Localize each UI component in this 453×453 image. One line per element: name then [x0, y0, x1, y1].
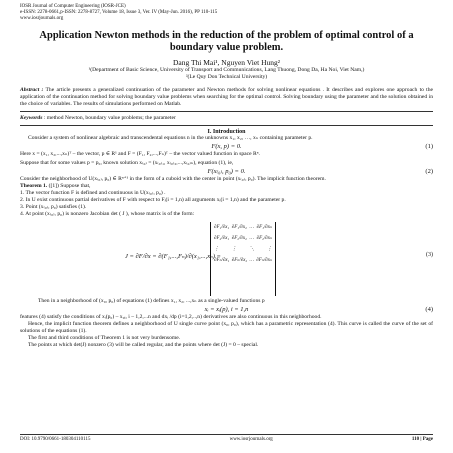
condition-3: 3. Point (x₍₀₎, p₀) satisfies (1). — [20, 204, 87, 210]
condition-4: 4. At point (x₍₀₎, p₀) is nonzero Jacobian det ( J ), whose matrix is of the form: — [20, 211, 195, 217]
matrix-cell: ⋮ — [266, 247, 272, 252]
equation-2 — [20, 167, 433, 176]
journal-website: www.iosrjournals.org — [20, 16, 64, 21]
paragraph-5: Then in a neighborhood of (x₀, p₀) of equations (1) defines x₁, x₂, ...,xₙ as a single-valued functions p — [38, 298, 265, 304]
section-heading: I. Introduction — [207, 129, 246, 135]
matrix-cell: ∂F₂/∂xₙ — [256, 236, 272, 241]
page-footer — [20, 434, 433, 442]
matrix-cell: ∂F₂/∂x₁ — [214, 236, 230, 241]
paragraph-1: Consider a system of nonlinear algebraic and transcendental equations n in the unknowns x₁, x₂, …, xₙ containing parameter p. — [28, 135, 313, 141]
paragraph-7: Hence, the implicit function theorem defines a neighborhood of U single curve point (x₀, p₀), which has a parametric representation (4). This curve is called the curve of the set of solutions of the equations (1). — [20, 321, 433, 334]
paragraph-8: The first and third conditions of Theorem 1 is not very burdensome. — [28, 335, 181, 341]
journal-name: IOSR Journal of Computer Engineering (IOSR-JCE) — [20, 4, 126, 9]
matrix-cell: ∂Fₙ/∂x₂ — [231, 258, 248, 263]
theorem-label: Theorem 1. — [20, 183, 48, 189]
affiliation-2: ²(Le Quy Don Technical University) — [185, 74, 268, 80]
theorem-heading — [20, 183, 433, 190]
footer-page-number: 110 | Page — [411, 437, 433, 442]
matrix-cell: … — [249, 225, 254, 230]
keywords — [20, 115, 433, 122]
condition-1: 1. The vector function F is defined and continuous in U(x₍₀₎, p₀) . — [20, 190, 166, 196]
keywords-divider — [20, 125, 433, 126]
condition-2: 2. In U exist continuous partial derivatives of F with respect to Fᵢ(i = 1,n) all arguments xᵢ(i = 1,n) and the parameter p. — [20, 197, 286, 203]
matrix-cell: ∂F₂/∂x₂ — [231, 236, 247, 241]
equation-2-number: (2) — [425, 168, 433, 175]
matrix-cell: ∂Fₙ/∂xₙ — [256, 258, 272, 263]
matrix-row — [211, 244, 275, 255]
equation-4 — [20, 305, 433, 314]
equation-4-body: xᵢ = xᵢ(p), i = 1,n — [204, 306, 249, 313]
keywords-label: Keywords — [20, 115, 43, 121]
matrix-cell: ∂Fₙ/∂x₁ — [214, 258, 230, 263]
matrix-cell: … — [249, 258, 254, 263]
matrix-cell: ⋮ — [214, 247, 219, 252]
paragraph-3: Suppose that for some values p = p₀, known solution x₍₀₎ = (x₍₀₎₁, x₍₀₎₂,...,x₍₀₎ₙ), equation (1), ie, — [20, 160, 234, 166]
matrix-cell: ∂F₁/∂x₂ — [231, 225, 247, 230]
paragraph-9: The points at which det(J) nonzero (3) will be called regular, and the points where det (J) = 0 – special. — [28, 342, 259, 348]
equation-3-number: (3) — [426, 252, 433, 258]
equation-1 — [20, 142, 433, 151]
paragraph-2: Here x = (x₁, x₂,...,xₙ)ᵀ – the vector, p ∈ R¹ and F = (F₁, F₂,...,Fₙ)ᵀ – the vector valued function in space Rⁿ. — [20, 151, 260, 157]
abstract — [20, 87, 433, 108]
abstract-text: The article presents a generalized continuation of the parameter and Newton methods for solving nonlinear equations . It describes and explores one approach to the application of the continuation method for solving boundary value problems when searching for the optimal control. Solving boundary using the parameter and the solution obtained in the choice of variables. The results of simulations performed on Matlab. — [20, 87, 433, 107]
jacobian-definition: J = ∂F/∂x = ∂(F₁,...,Fₙ)/∂(x₁,...,xₙ) = — [125, 253, 221, 260]
equation-1-body: F(x, p) = 0. — [211, 143, 242, 150]
paragraph-4: Consider the neighborhood of U(x₍₀₎, p₀) ∈ Rⁿ⁺¹ in the form of a cuboid with the center in point (x₍₀₎, p₀). The implicit function theorem. — [20, 176, 326, 182]
matrix-row — [211, 233, 275, 244]
jacobian-equation — [20, 220, 433, 298]
paper-authors: Dang Thi Mai¹, Nguyen Viet Hung² — [172, 58, 281, 67]
matrix-row — [211, 222, 275, 233]
matrix-cell: … — [249, 236, 254, 241]
affiliation-1: ¹(Department of Basic Science, University of Transport and Communications, Lang Thuong, Dong Da, Ha Noi, Viet Nam,) — [88, 67, 365, 73]
matrix-cell: ⋱ — [249, 247, 255, 252]
footer-website: www.iosrjournals.org — [229, 437, 273, 442]
theorem-intro: ([1]) Suppose that, — [47, 183, 91, 189]
equation-4-number: (4) — [425, 306, 433, 313]
footer-doi: DOI: 10.9790/0661-180304110115 — [20, 437, 91, 442]
matrix-cell: ∂F₁/∂xₙ — [256, 225, 272, 230]
abstract-divider — [20, 111, 433, 112]
matrix-row — [211, 255, 275, 266]
journal-header — [20, 4, 433, 22]
abstract-label: Abstract : — [20, 87, 44, 93]
equation-1-number: (1) — [425, 143, 433, 150]
matrix-cell: ⋮ — [231, 247, 237, 252]
keywords-text: : method Newton, boundary value problems; the parameter — [43, 115, 176, 121]
equation-2-body: F(x₍₀₎, p₀) = 0. — [207, 168, 246, 175]
paragraph-6: features (4) satisfy the conditions of xᵢ(p₀) – x₀ᵢ, i – 1,2,...n and dxᵢ /dp (i=1,2,..,n) derivatives are also continuous in this neighborhood. — [20, 314, 322, 320]
jacobian-matrix — [210, 222, 276, 296]
paper-title: Application Newton methods in the reduction of the problem of optimal control of a boundary value problem. — [39, 30, 414, 53]
matrix-cell: ∂F₁/∂x₁ — [214, 225, 230, 230]
journal-issn: e-ISSN: 2278-0661,p-ISSN: 2278-8727, Volume 18, Issue 3, Ver. IV (May-Jun. 2016), PP 110-115 — [20, 10, 218, 15]
